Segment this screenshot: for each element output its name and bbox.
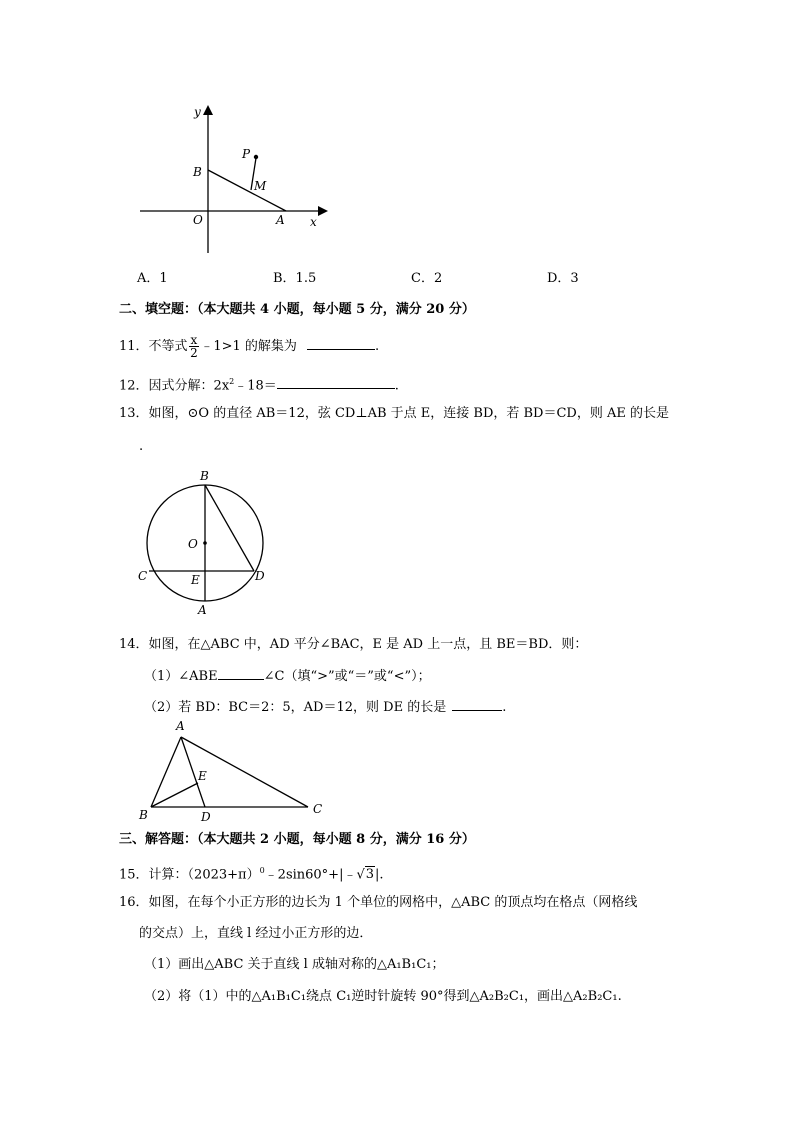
- q11-fraction: [189, 334, 200, 359]
- side-ab: [151, 737, 181, 807]
- question-14-part2: [144, 698, 506, 716]
- answer-blank-11[interactable]: [307, 337, 375, 350]
- q12-suffix: ﹣18＝: [234, 378, 277, 394]
- q15-exponent: 0: [259, 866, 265, 875]
- label-c2: C: [138, 569, 148, 583]
- label-b3: B: [139, 808, 148, 822]
- center-o: [203, 541, 207, 545]
- label-e3: E: [198, 769, 207, 783]
- q11-suffix: ﹣1>1 的解集为: [200, 339, 297, 354]
- figure-triangle: [130, 715, 330, 825]
- answer-blank-14-2[interactable]: [452, 698, 502, 711]
- option-b: B．1.5: [273, 271, 317, 286]
- question-16-line1: 16．如图，在每个小正方形的边长为 1 个单位的网格中，△ABC 的顶点均在格点（网格线: [119, 895, 638, 910]
- q15-prefix: 15．计算：（2023+π）: [119, 867, 260, 883]
- q15-radicand: 3: [365, 867, 375, 883]
- question-16-part1: （1）画出△ABC 关于直线 l 成轴对称的△A₁B₁C₁；: [144, 957, 445, 972]
- label-x: x: [310, 215, 317, 229]
- question-14-line1: 14．如图，在△ABC 中，AD 平分∠BAC，E 是 AD 上一点，且 BE＝BD．则：: [119, 637, 588, 652]
- answer-blank-12[interactable]: [277, 376, 395, 389]
- label-d2: D: [255, 569, 265, 583]
- segment-ba: [208, 170, 286, 211]
- figure-circle: [130, 465, 280, 620]
- figure-coordinate-system: [130, 98, 340, 258]
- label-o2: O: [188, 537, 198, 551]
- y-axis-arrow: [203, 105, 213, 115]
- segment-be: [151, 783, 198, 807]
- q15-sqrt-sign: √: [356, 867, 365, 883]
- label-a3: A: [176, 719, 185, 733]
- q11-denominator: 2: [190, 346, 198, 360]
- question-13-line2: .: [139, 439, 144, 454]
- label-o: O: [193, 213, 203, 227]
- q12-exponent: 2: [229, 377, 235, 386]
- option-a: A．1: [137, 271, 168, 286]
- option-d: D．3: [547, 271, 579, 286]
- question-13-line1: 13．如图，⊙O 的直径 AB＝12，弦 CD⊥AB 于点 E，连接 BD，若 BD＝CD，则 AE 的长是: [119, 406, 669, 421]
- point-p: [254, 155, 258, 159]
- label-b: B: [193, 165, 202, 179]
- section-heading-solve: 三、解答题：（本大题共 2 小题，每小题 8 分，满分 16 分）: [119, 832, 475, 847]
- option-c: C．2: [411, 271, 443, 286]
- label-y: y: [194, 105, 201, 119]
- question-15: [119, 863, 384, 883]
- q11-numerator: x: [190, 333, 198, 347]
- answer-blank-14-1[interactable]: [218, 667, 264, 680]
- q14-p2-suffix: .: [502, 700, 507, 715]
- label-b2: B: [200, 469, 209, 483]
- q14-p1-prefix: （1）∠ABE: [144, 669, 218, 684]
- question-16-part2: （2）将（1）中的△A₁B₁C₁绕点 C₁逆时针旋转 90°得到△A₂B₂C₁，画出△A₂B₂C₁.: [144, 989, 622, 1004]
- question-16-line2: 的交点）上，直线 l 经过小正方形的边．: [139, 926, 373, 941]
- label-p: P: [242, 147, 251, 161]
- x-axis-arrow: [318, 206, 328, 216]
- question-11: 11．不等式 $\frac{x}{2}$ ﹣1>1 的解集为 .: [119, 333, 380, 360]
- q12-prefix: 12．因式分解：2x: [119, 378, 230, 394]
- q15-middle: ﹣2sin60°+|﹣: [264, 867, 357, 883]
- question-12: 12．因式分解：$2x^2﹣18=$ .: [119, 377, 399, 394]
- label-m: M: [254, 179, 267, 193]
- q11-prefix: 11．不等式: [119, 339, 188, 354]
- section-heading-fill-in: 二、填空题：（本大题共 4 小题，每小题 5 分，满分 20 分）: [119, 302, 475, 317]
- q14-p1-suffix: ∠C（填“>”或“＝”或“<”）；: [263, 669, 431, 684]
- segment-bd: [205, 485, 254, 571]
- q15-suffix: |.: [375, 867, 384, 883]
- q14-p2-prefix: （2）若 BD：BC＝2：5，AD＝12，则 DE 的长是: [144, 700, 447, 715]
- label-d3: D: [201, 810, 211, 824]
- label-e2: E: [191, 573, 200, 587]
- label-a2: A: [198, 603, 207, 617]
- question-14-part1: [144, 667, 431, 685]
- label-c3: C: [313, 802, 323, 816]
- label-a: A: [276, 213, 285, 227]
